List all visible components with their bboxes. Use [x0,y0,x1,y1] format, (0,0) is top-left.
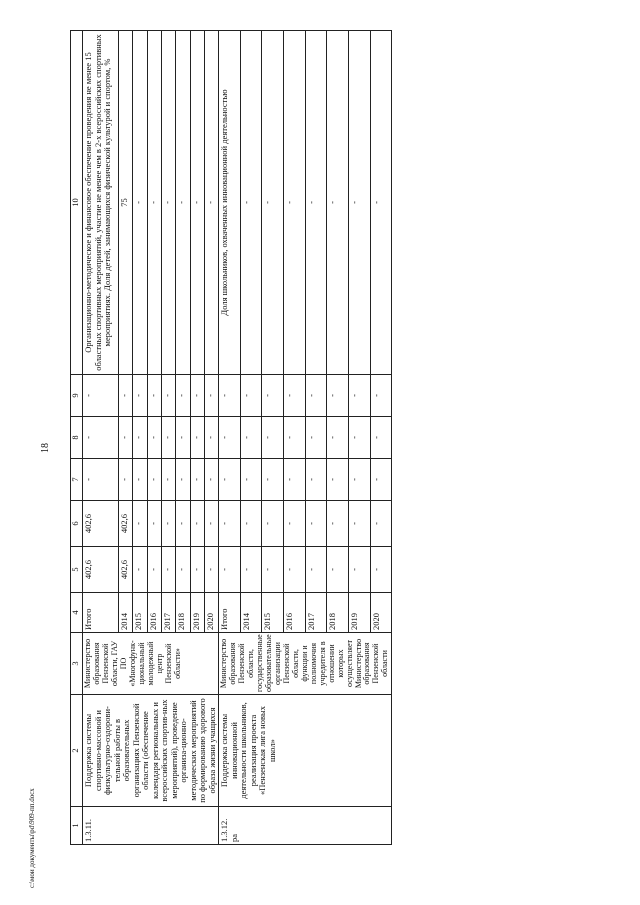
value-cell: - [119,459,133,501]
value-cell: - [262,459,284,501]
period-cell: Итого [219,593,241,633]
value-cell: - [262,501,284,547]
value-cell: - [161,31,175,375]
period-cell: 2014 [119,593,133,633]
value-cell: - [370,547,392,593]
value-cell: - [240,31,262,375]
value-cell: - [133,459,147,501]
value-cell: - [176,547,190,593]
column-header: 1 [71,807,83,845]
value-cell: - [262,547,284,593]
value-cell: - [133,501,147,547]
value-cell: - [370,375,392,417]
indicator-cell: Доля школьников, охваченных инновационной деятельностью [219,31,241,375]
executor-cell: Министерство образования Пензенской области, ГАУ ПО «Многофунк-циональный молодежный центр Пензенской области» [83,633,219,695]
value-cell: - [161,417,175,459]
period-cell: 2019 [348,593,370,633]
period-cell: 2014 [240,593,262,633]
value-cell: - [119,375,133,417]
value-cell: - [133,417,147,459]
activity-name-cell: Поддержка системы инновационной деятельности школьников, реализация проекта «Пензенская лига новых школ» [219,695,392,807]
value-cell: - [348,547,370,593]
value-cell: - [204,375,218,417]
value-cell: 75 [119,31,133,375]
value-cell: - [327,417,349,459]
value-cell: - [348,417,370,459]
period-cell: 2016 [147,593,161,633]
value-cell: - [161,375,175,417]
activity-name-cell: Поддержка системы спортивно-массовой и физкультурно-оздорови-тельной работы в образовательных организациях Пензенской области (обеспечение календаря региональных и всероссийских спортив-ных мероприятий), проведение организа-ционно-методических мероприятий по формированию здорового образа жизни учащихся [83,695,219,807]
value-cell: - [147,31,161,375]
period-cell: 2015 [133,593,147,633]
value-cell: - [219,501,241,547]
value-cell: - [348,501,370,547]
footer-file-path: c:\мои документы\pd\909-пп.docx [28,788,36,888]
value-cell: - [161,459,175,501]
value-cell: - [147,547,161,593]
value-cell: - [305,417,327,459]
executor-cell: Министерство образования Пензенской области, государственные образовательные организации Пензенской области, функции и полномочия учредителя в отношении которых осуществляет Министерство образования Пензенской области [219,633,392,695]
value-cell: - [305,459,327,501]
column-header: 5 [71,547,83,593]
period-cell: 2017 [305,593,327,633]
column-header: 3 [71,633,83,695]
value-cell: - [327,375,349,417]
period-cell: 2020 [370,593,392,633]
value-cell: - [176,459,190,501]
table-row [83,31,119,845]
value-cell: - [190,375,204,417]
value-cell: - [219,547,241,593]
value-cell: - [133,547,147,593]
value-cell: - [83,375,119,417]
value-cell: - [370,31,392,375]
value-cell: - [176,31,190,375]
value-cell: - [370,417,392,459]
value-cell: - [348,375,370,417]
program-table [70,30,392,845]
value-cell: - [147,501,161,547]
column-header: 9 [71,375,83,417]
value-cell: - [240,417,262,459]
page-number: 18 [40,443,51,453]
row-number-cell: 1.3.12. pa [219,807,392,845]
column-header: 4 [71,593,83,633]
value-cell: - [176,417,190,459]
period-cell: 2016 [284,593,306,633]
value-cell: - [190,501,204,547]
value-cell: - [305,547,327,593]
value-cell: - [147,417,161,459]
value-cell: - [83,417,119,459]
value-cell: - [83,459,119,501]
value-cell: - [204,547,218,593]
period-cell: 2017 [161,593,175,633]
value-cell: - [327,547,349,593]
value-cell: - [262,31,284,375]
value-cell: - [119,417,133,459]
period-cell: Итого [83,593,119,633]
value-cell: - [147,459,161,501]
value-cell: - [327,31,349,375]
value-cell: - [284,459,306,501]
value-cell: - [262,375,284,417]
value-cell: - [204,459,218,501]
column-header: 6 [71,501,83,547]
value-cell: - [240,459,262,501]
column-header: 7 [71,459,83,501]
value-cell: - [240,375,262,417]
period-cell: 2020 [204,593,218,633]
value-cell: - [284,501,306,547]
value-cell: - [284,31,306,375]
value-cell: - [305,31,327,375]
value-cell: - [190,31,204,375]
value-cell: - [348,31,370,375]
value-cell: - [219,417,241,459]
period-cell: 2018 [176,593,190,633]
indicator-cell: Организационно-методическое и финансовое обеспечение проведения не менее 15 областных спортивных мероприятий, участие не менее чем в 2-х всероссийских спортивных мероприятиях. Доля детей, занимающихся физической культурой и спортом, % [83,31,119,375]
column-header: 8 [71,417,83,459]
value-cell: - [190,459,204,501]
value-cell: - [370,459,392,501]
value-cell: - [133,31,147,375]
header-row [71,31,83,845]
value-cell: - [190,547,204,593]
value-cell: - [284,547,306,593]
value-cell: - [370,501,392,547]
period-cell: 2018 [327,593,349,633]
value-cell: - [133,375,147,417]
value-cell: - [161,501,175,547]
value-cell: - [176,375,190,417]
value-cell: - [190,417,204,459]
value-cell: 402,6 [119,547,133,593]
value-cell: - [305,501,327,547]
value-cell: - [204,417,218,459]
value-cell: - [240,547,262,593]
row-number-cell: 1.3.11. [83,807,219,845]
value-cell: - [348,459,370,501]
period-cell: 2015 [262,593,284,633]
value-cell: - [284,375,306,417]
value-cell: - [327,501,349,547]
table-row [219,31,241,845]
value-cell: - [176,501,190,547]
value-cell: - [204,31,218,375]
column-header: 2 [71,695,83,807]
value-cell: - [327,459,349,501]
column-header: 10 [71,31,83,375]
value-cell: - [219,375,241,417]
value-cell: 402,6 [83,547,119,593]
rotated-page [70,30,590,845]
value-cell: - [219,459,241,501]
value-cell: - [161,547,175,593]
value-cell: - [240,501,262,547]
value-cell: - [147,375,161,417]
value-cell: - [204,501,218,547]
value-cell: - [305,375,327,417]
value-cell: - [262,417,284,459]
value-cell: - [284,417,306,459]
value-cell: 402,6 [83,501,119,547]
value-cell: 402,6 [119,501,133,547]
period-cell: 2019 [190,593,204,633]
